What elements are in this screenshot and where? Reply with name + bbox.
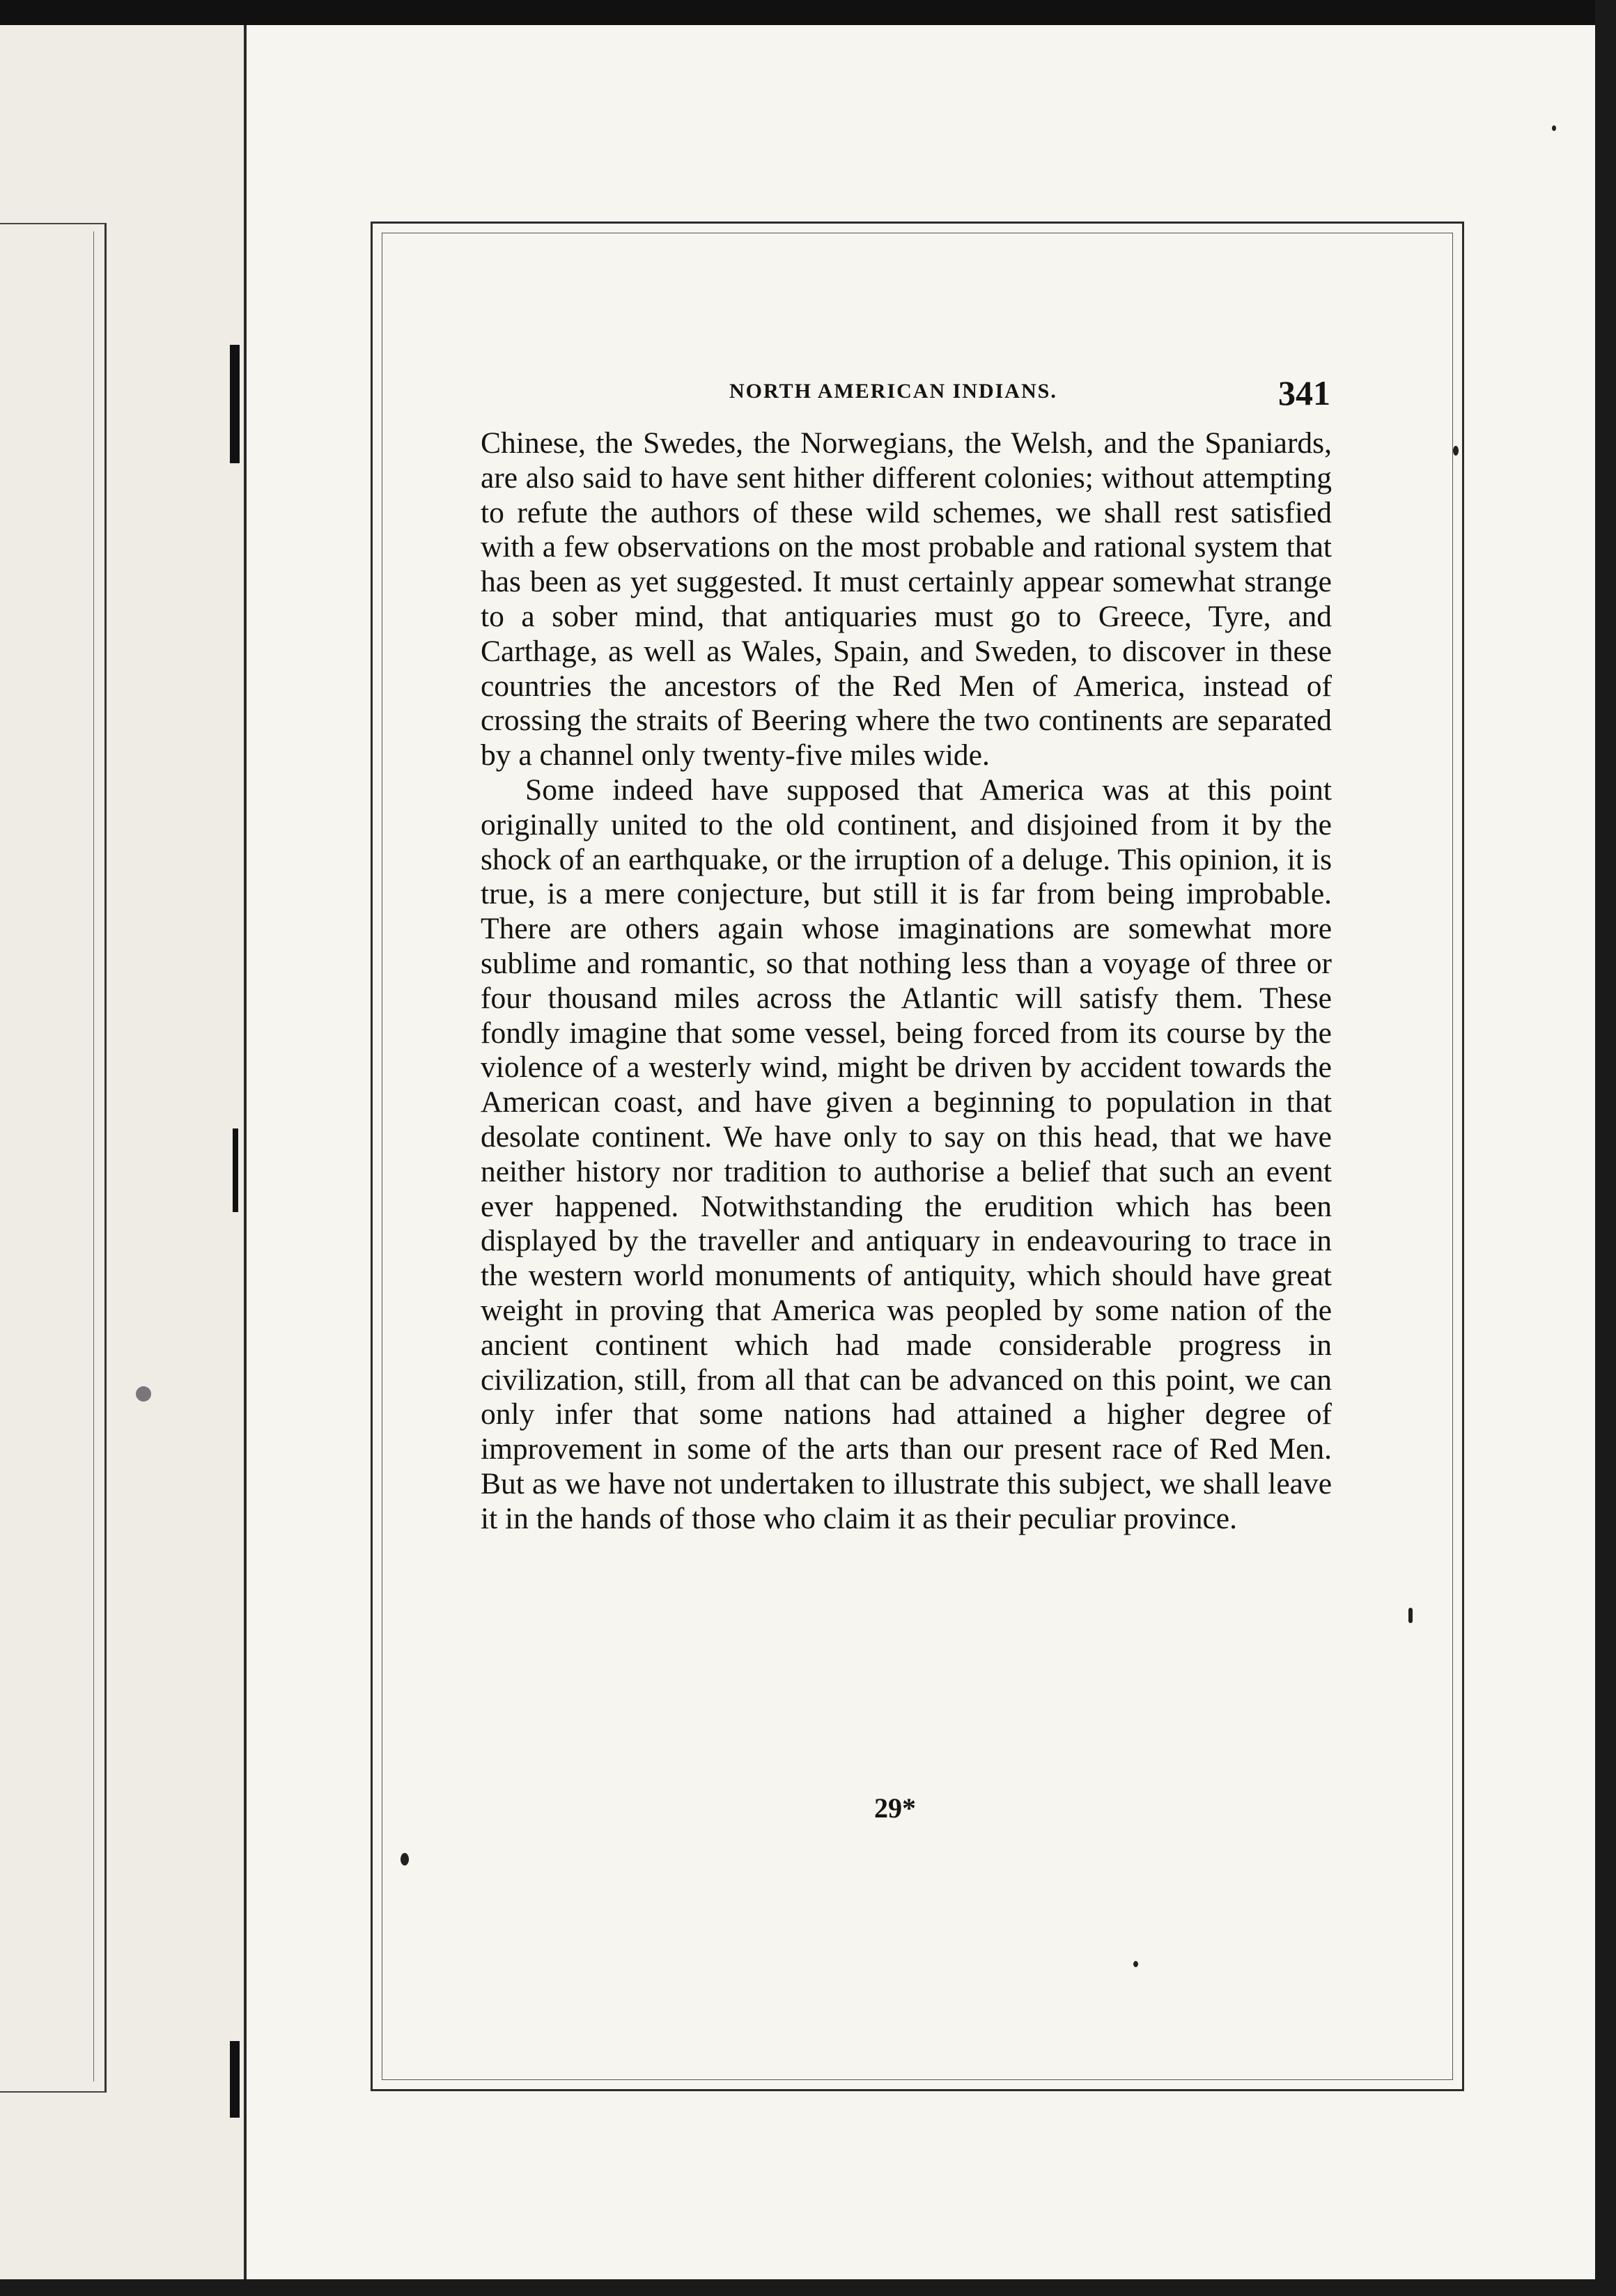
signature-mark: 29*: [874, 1792, 916, 1824]
ink-speck: [1408, 1608, 1413, 1623]
paragraph: Some indeed have supposed that America was at this point originally united to the old continent, and disjoined from it by the shock of an earthquake, or the irruption of a deluge. This opinion, it is true, is a mere conjecture, but still it is far from being improbable. There are others again whose imaginations are somewhat more sublime and romantic, so that nothing less than a voyage of three or four thousand miles across the Atlantic will satisfy them. These fondly imagine that some vessel, being forced from its course by the violence of a westerly wind, might be driven by accident towards the American coast, and have given a beginning to population in that desolate continent. We have only to say on this head, that we have neither history nor tradition to authorise a belief that such an event ever happened. Notwithstanding the erudition which has been displayed by the traveller and antiquary in endeavouring to trace in the western world monuments of antiquity, which should have great weight in proving that America was peopled by some nation of the ancient continent which had made considerable progress in civilization, still, from all that can be advanced on this point, we can only infer that some nations had attained a higher degree of improvement in some of the arts than our present race of Red Men. But as we have not undertaken to illustrate this subject, we shall leave it in the hands of those who claim it as their peculiar province.: [481, 773, 1332, 1535]
ink-speck: [401, 1853, 409, 1866]
scan-right-border: [1595, 0, 1616, 2296]
spine-mark-upper: [230, 345, 240, 463]
paragraph: Chinese, the Swedes, the Norwegians, the Welsh, and the Spaniards, are also said to have sent hither different colonies; without attempting to refute the authors of these wild schemes, we shall rest satisfied with a few observations on the most probable and rational system that has been as yet suggested. It must certainly appear somewhat strange to a sober mind, that antiquaries must go to Greece, Tyre, and Carthage, as well as Wales, Spain, and Sweden, to discover in these countries the ancestors of the Red Men of America, instead of crossing the straits of Beering where the two continents are separated by a channel only twenty-five miles wide.: [481, 426, 1332, 773]
running-title: NORTH AMERICAN INDIANS.: [729, 380, 1057, 403]
scan-top-border: [0, 0, 1616, 25]
ink-speck: [136, 1386, 151, 1402]
spine-mark-lower: [230, 2041, 240, 2118]
ink-speck: [1552, 125, 1556, 131]
ink-speck: [1133, 1961, 1138, 1967]
running-head: [481, 373, 1330, 414]
scan-bottom-border: [0, 2279, 1616, 2296]
spine-mark-middle: [233, 1128, 238, 1212]
body-text: [481, 426, 1332, 1537]
ink-speck: [1453, 446, 1459, 456]
page-number: 341: [1278, 373, 1330, 412]
facing-page-inner-rule: [0, 231, 94, 2081]
